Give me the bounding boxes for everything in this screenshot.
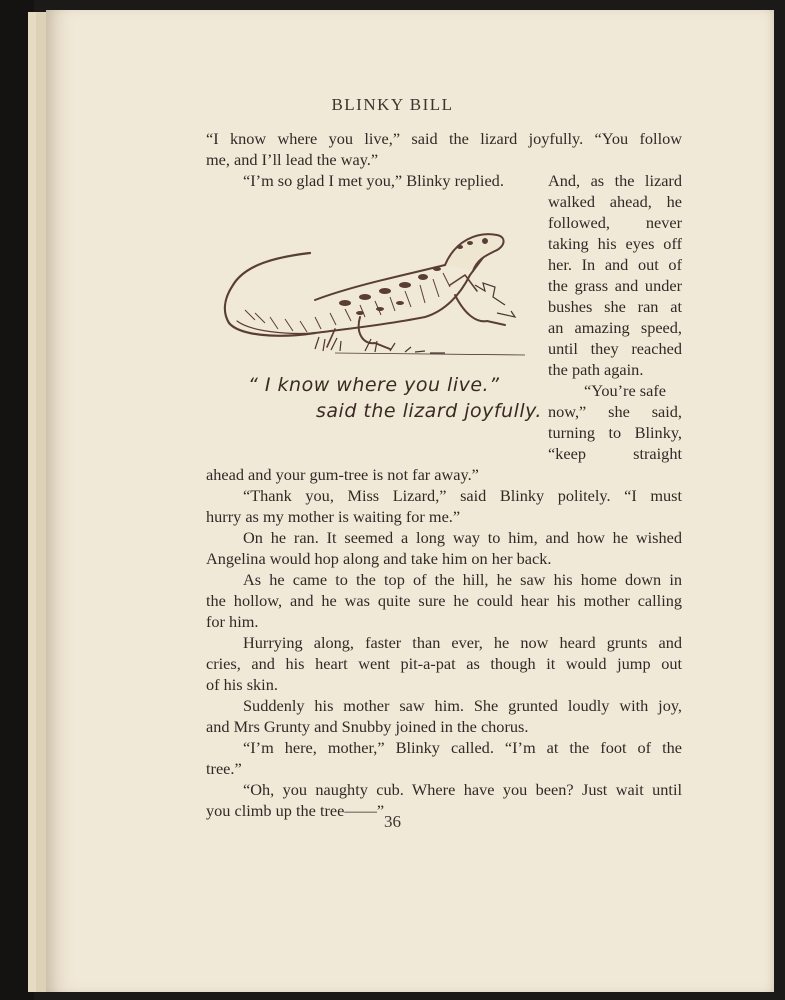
- text-line: bushes she ran at: [548, 297, 682, 316]
- text-line: And, as the lizard: [548, 171, 682, 190]
- text-line: “I know where you live,” said the lizard joyfully. “You follow: [206, 129, 682, 148]
- text-line: of his skin.: [206, 675, 278, 694]
- text-line: taking his eyes off: [548, 234, 682, 253]
- lizard-illustration: [215, 225, 535, 365]
- text-line: cries, and his heart went pit-a-pat as though it would jump out: [206, 654, 682, 673]
- text-line: the path again.: [548, 360, 644, 379]
- caption-line-1: “ I know where you live.”: [248, 374, 500, 396]
- text-line: “keep straight: [548, 444, 682, 463]
- text-line: “You’re safe: [584, 381, 666, 400]
- text-line: and Mrs Grunty and Snubby joined in the chorus.: [206, 717, 529, 736]
- text-line: the grass and under: [548, 276, 682, 295]
- text-line: me, and I’ll lead the way.”: [206, 150, 379, 169]
- text-line: now,” she said,: [548, 402, 682, 421]
- text-line: “Oh, you naughty cub. Where have you been? Just wait until: [243, 780, 682, 799]
- caption-line-2: said the lizard joyfully.: [316, 400, 542, 422]
- text-line: you climb up the tree——”: [206, 801, 385, 820]
- text-line: “I’m so glad I met you,” Blinky replied.: [243, 171, 504, 190]
- text-line: walked ahead, he: [548, 192, 682, 211]
- text-line: followed, never: [548, 213, 682, 232]
- text-line: the hollow, and he was quite sure he could hear his mother calling: [206, 591, 682, 610]
- text-line: “I’m here, mother,” Blinky called. “I’m at the foot of the: [243, 738, 682, 757]
- text-line: Suddenly his mother saw him. She grunted loudly with joy,: [243, 696, 682, 715]
- text-line: On he ran. It seemed a long way to him, and how he wished: [243, 528, 682, 547]
- running-head: BLINKY BILL: [331, 95, 454, 114]
- text-line: an amazing speed,: [548, 318, 682, 337]
- page-number: 36: [384, 812, 401, 831]
- text-line: for him.: [206, 612, 259, 631]
- text-line: “Thank you, Miss Lizard,” said Blinky politely. “I must: [243, 486, 682, 505]
- text-line: tree.”: [206, 759, 242, 778]
- text-line: Angelina would hop along and take him on her back.: [206, 549, 552, 568]
- text-line: until they reached: [548, 339, 682, 358]
- text-line: As he came to the top of the hill, he saw his home down in: [243, 570, 682, 589]
- text-line: ahead and your gum-tree is not far away.”: [206, 465, 479, 484]
- text-line: Hurrying along, faster than ever, he now heard grunts and: [243, 633, 682, 652]
- text-line: turning to Blinky,: [548, 423, 682, 442]
- text-line: hurry as my mother is waiting for me.”: [206, 507, 461, 526]
- text-line: her. In and out of: [548, 255, 682, 274]
